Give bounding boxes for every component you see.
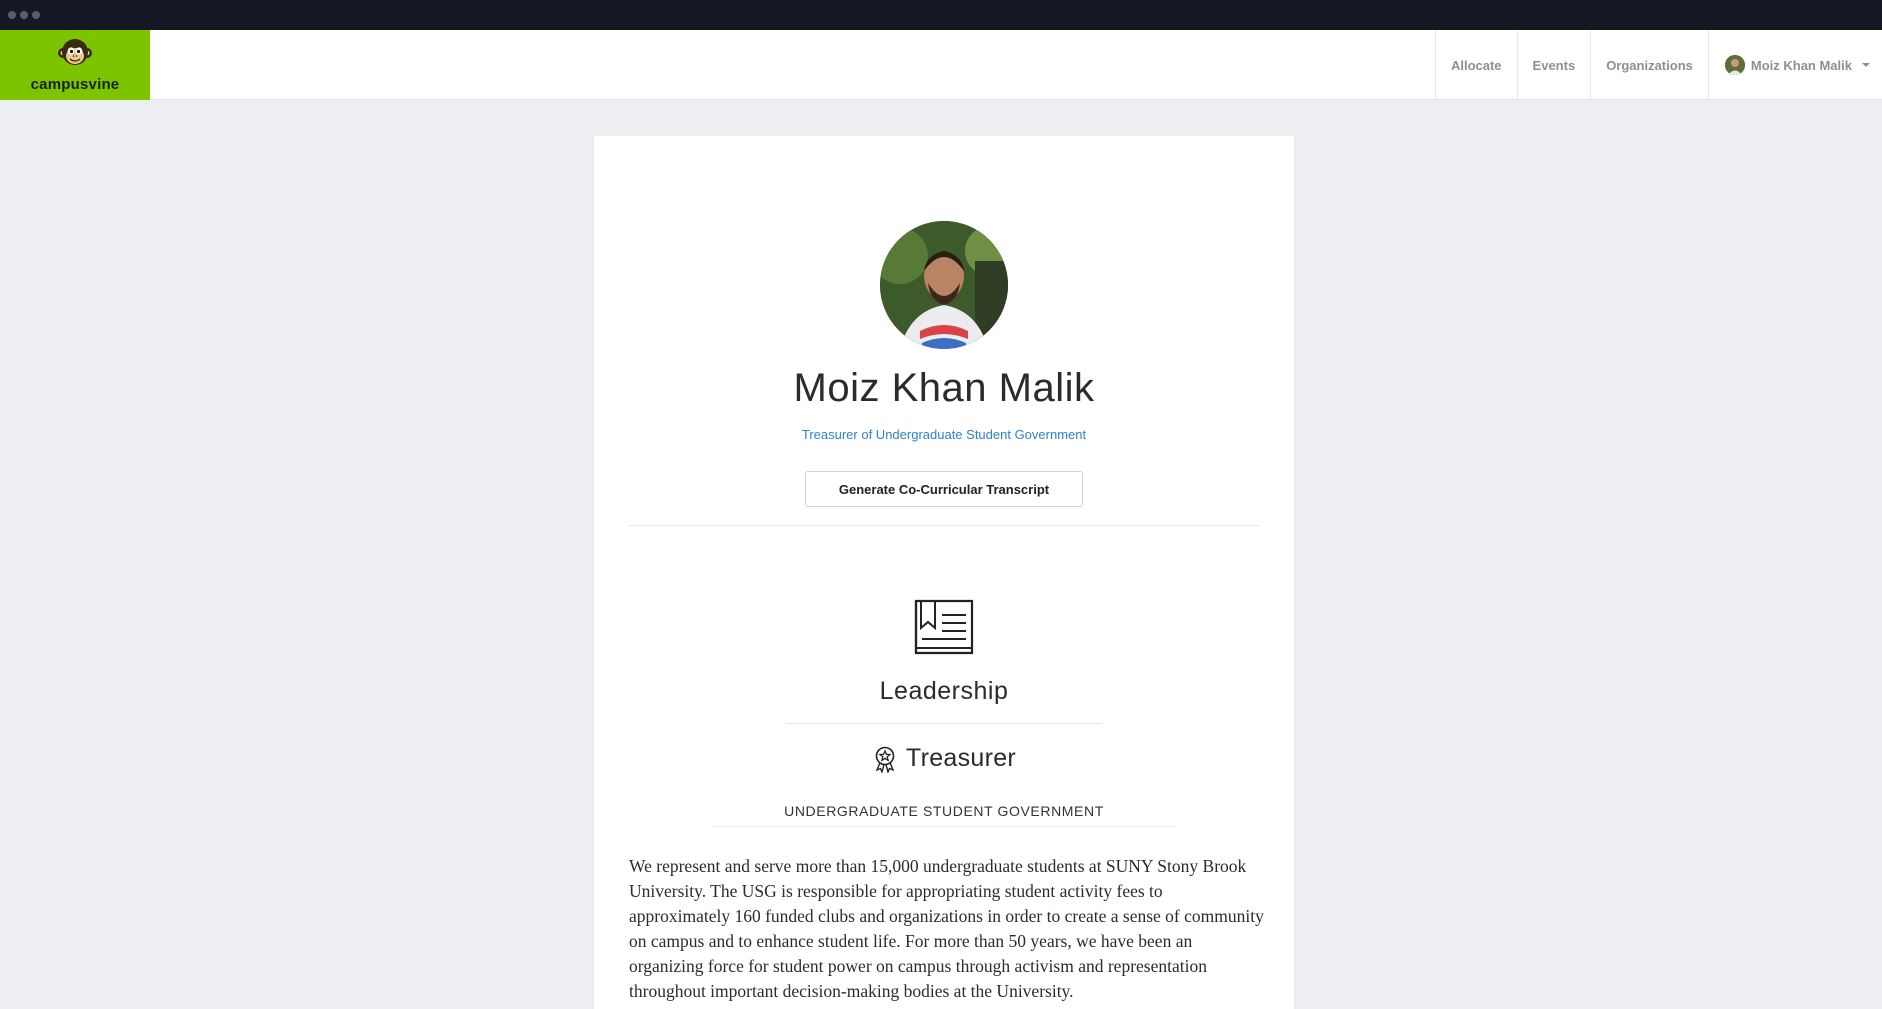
window-titlebar — [0, 0, 1882, 30]
chevron-down-icon — [1862, 63, 1870, 67]
brand-logo[interactable] — [0, 30, 150, 100]
window-minimize-dot[interactable] — [20, 11, 28, 19]
profile-role-link[interactable]: Treasurer of Undergraduate Student Government — [801, 427, 1087, 442]
position-title: Treasurer — [905, 744, 1017, 772]
generate-transcript-button[interactable]: Generate Co-Curricular Transcript — [805, 471, 1083, 507]
nav-menu — [1435, 30, 1882, 100]
user-avatar — [1725, 55, 1745, 75]
organization-name[interactable]: UNDERGRADUATE STUDENT GOVERNMENT — [784, 803, 1104, 819]
profile-card — [594, 136, 1294, 1009]
award-icon — [872, 745, 898, 773]
position-description: We represent and serve more than 15,000 undergraduate students at SUNY Stony Brook University. The USG is responsible for appropriating student activity fees to approximately 160 funded clubs and organizations in order to create a sense of community on campus and to enhance student life. For more than 50 years, we have been an organizing force for student power on campus through activism and representation throughout important decision-making bodies at the University. — [629, 856, 1264, 1001]
profile-name: Moiz Khan Malik — [793, 366, 1095, 410]
nav-item-allocate[interactable]: Allocate — [1435, 30, 1517, 100]
monkey-logo-icon — [57, 36, 93, 72]
top-navbar — [0, 30, 1882, 100]
profile-avatar — [880, 221, 1008, 349]
section-divider — [786, 723, 1102, 724]
nav-item-organizations[interactable]: Organizations — [1590, 30, 1708, 100]
section-title: Leadership — [879, 677, 1009, 705]
window-maximize-dot[interactable] — [32, 11, 40, 19]
window-close-dot[interactable] — [8, 11, 16, 19]
user-menu[interactable] — [1708, 30, 1882, 100]
divider — [629, 525, 1259, 526]
nav-item-events[interactable]: Events — [1517, 30, 1591, 100]
user-menu-name: Moiz Khan Malik — [1750, 57, 1852, 73]
organization-divider — [711, 826, 1177, 827]
book-icon — [913, 596, 975, 658]
position-header — [594, 744, 1294, 773]
brand-name: campusvine — [30, 76, 120, 93]
